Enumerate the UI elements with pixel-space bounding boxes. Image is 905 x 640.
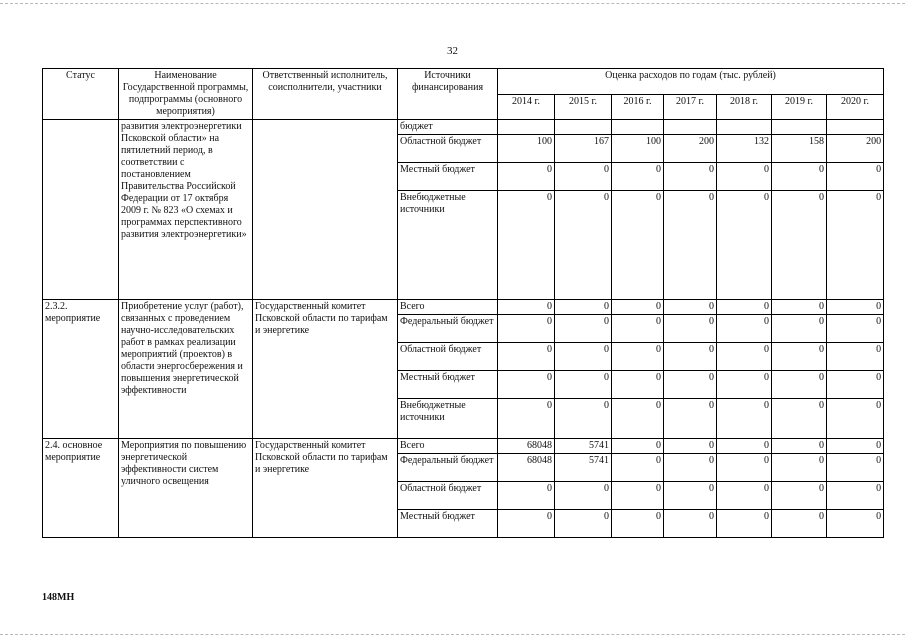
value-cell: 0 bbox=[612, 439, 664, 454]
value-cell: 0 bbox=[498, 191, 555, 300]
value-cell: 0 bbox=[612, 482, 664, 510]
value-cell: 100 bbox=[612, 135, 664, 163]
value-cell: 0 bbox=[717, 399, 772, 439]
status-cell bbox=[43, 120, 119, 300]
value-cell: 0 bbox=[827, 315, 884, 343]
value-cell: 0 bbox=[498, 300, 555, 315]
value-cell: 200 bbox=[664, 135, 717, 163]
source-cell: Областной бюджет bbox=[398, 135, 498, 163]
value-cell: 0 bbox=[555, 300, 612, 315]
value-cell: 0 bbox=[555, 510, 612, 538]
executor-cell: Государственный комитет Псковской области по тарифам и энергетике bbox=[253, 439, 398, 538]
value-cell: 158 bbox=[772, 135, 827, 163]
value-cell: 0 bbox=[717, 510, 772, 538]
value-cell: 0 bbox=[827, 343, 884, 371]
year-header: 2014 г. bbox=[498, 94, 555, 120]
year-header: 2020 г. bbox=[827, 94, 884, 120]
year-header: 2015 г. bbox=[555, 94, 612, 120]
source-cell: Внебюджетные источники bbox=[398, 399, 498, 439]
value-cell: 0 bbox=[555, 163, 612, 191]
source-cell: Федеральный бюджет bbox=[398, 454, 498, 482]
value-cell: 0 bbox=[555, 371, 612, 399]
value-cell: 0 bbox=[664, 371, 717, 399]
value-cell: 0 bbox=[717, 163, 772, 191]
source-cell: Областной бюджет bbox=[398, 482, 498, 510]
value-cell bbox=[498, 120, 555, 135]
status-cell: 2.3.2. мероприятие bbox=[43, 300, 119, 439]
value-cell: 0 bbox=[772, 343, 827, 371]
value-cell: 0 bbox=[827, 300, 884, 315]
value-cell: 0 bbox=[717, 343, 772, 371]
value-cell: 0 bbox=[664, 315, 717, 343]
executor-cell: Государственный комитет Псковской области по тарифам и энергетике bbox=[253, 300, 398, 439]
value-cell: 0 bbox=[612, 163, 664, 191]
program-name-cell: Мероприятия по повышению энергетической эффективности систем уличного освещения bbox=[119, 439, 253, 538]
value-cell: 100 bbox=[498, 135, 555, 163]
value-cell: 0 bbox=[827, 371, 884, 399]
program-name-cell: Приобретение услуг (работ), связанных с проведением научно-исследовательских работ в рамках реализации мероприятий (проектов) в области энергосбережения и повышения энергетической эффективности bbox=[119, 300, 253, 439]
value-cell: 0 bbox=[612, 399, 664, 439]
value-cell: 0 bbox=[612, 510, 664, 538]
value-cell: 0 bbox=[772, 482, 827, 510]
executor-cell bbox=[253, 120, 398, 300]
column-header-status: Статус bbox=[43, 69, 119, 120]
value-cell: 0 bbox=[827, 399, 884, 439]
value-cell: 0 bbox=[612, 315, 664, 343]
table-row bbox=[43, 300, 884, 315]
table-body bbox=[43, 120, 884, 538]
column-header-executor: Ответственный исполнитель, соисполнители, участники bbox=[253, 69, 398, 120]
source-cell: Внебюджетные источники bbox=[398, 191, 498, 300]
value-cell: 0 bbox=[827, 191, 884, 300]
value-cell bbox=[664, 120, 717, 135]
value-cell: 0 bbox=[498, 163, 555, 191]
value-cell: 0 bbox=[664, 454, 717, 482]
value-cell: 0 bbox=[498, 399, 555, 439]
value-cell: 0 bbox=[612, 300, 664, 315]
value-cell: 0 bbox=[717, 315, 772, 343]
value-cell: 0 bbox=[498, 482, 555, 510]
table-row bbox=[43, 439, 884, 454]
value-cell: 0 bbox=[664, 300, 717, 315]
value-cell: 0 bbox=[717, 191, 772, 300]
value-cell: 0 bbox=[664, 439, 717, 454]
value-cell: 0 bbox=[498, 315, 555, 343]
value-cell: 0 bbox=[555, 315, 612, 343]
value-cell: 0 bbox=[772, 191, 827, 300]
value-cell: 0 bbox=[612, 191, 664, 300]
table-header-row bbox=[43, 69, 884, 95]
year-header: 2018 г. bbox=[717, 94, 772, 120]
program-name-cell: развития электроэнергетики Псковской области» на пятилетний период, в соответствии с постановлением Правительства Российской Федерации от 17 октября 2009 г. № 823 «О схемах и программах перспективного развития электроэнергетики» bbox=[119, 120, 253, 300]
value-cell: 0 bbox=[827, 510, 884, 538]
value-cell: 0 bbox=[772, 371, 827, 399]
value-cell: 0 bbox=[664, 482, 717, 510]
value-cell: 0 bbox=[772, 399, 827, 439]
value-cell: 0 bbox=[664, 191, 717, 300]
value-cell: 5741 bbox=[555, 454, 612, 482]
value-cell: 0 bbox=[827, 439, 884, 454]
value-cell: 132 bbox=[717, 135, 772, 163]
status-cell: 2.4. основное мероприятие bbox=[43, 439, 119, 538]
source-cell: Областной бюджет bbox=[398, 343, 498, 371]
year-header: 2017 г. bbox=[664, 94, 717, 120]
scan-edge-bottom bbox=[0, 634, 905, 635]
value-cell: 200 bbox=[827, 135, 884, 163]
year-header: 2016 г. bbox=[612, 94, 664, 120]
value-cell: 0 bbox=[717, 454, 772, 482]
value-cell: 0 bbox=[612, 343, 664, 371]
value-cell: 0 bbox=[498, 371, 555, 399]
value-cell: 0 bbox=[555, 343, 612, 371]
source-cell: Федеральный бюджет bbox=[398, 315, 498, 343]
value-cell: 0 bbox=[498, 343, 555, 371]
value-cell: 0 bbox=[827, 482, 884, 510]
table-row bbox=[43, 120, 884, 135]
budget-table bbox=[42, 68, 884, 538]
value-cell: 0 bbox=[827, 163, 884, 191]
value-cell: 0 bbox=[827, 454, 884, 482]
value-cell: 0 bbox=[498, 510, 555, 538]
value-cell bbox=[555, 120, 612, 135]
value-cell bbox=[612, 120, 664, 135]
value-cell: 0 bbox=[664, 399, 717, 439]
value-cell: 0 bbox=[772, 454, 827, 482]
footer-code: 148МН bbox=[42, 592, 75, 603]
source-cell: Местный бюджет bbox=[398, 510, 498, 538]
value-cell: 0 bbox=[717, 371, 772, 399]
source-cell: Всего bbox=[398, 439, 498, 454]
value-cell: 0 bbox=[612, 371, 664, 399]
value-cell: 0 bbox=[772, 510, 827, 538]
source-cell: Местный бюджет bbox=[398, 371, 498, 399]
value-cell: 0 bbox=[772, 439, 827, 454]
value-cell: 0 bbox=[772, 300, 827, 315]
value-cell: 0 bbox=[717, 439, 772, 454]
scan-edge-top bbox=[0, 3, 905, 4]
value-cell: 0 bbox=[772, 163, 827, 191]
column-header-program-name: Наименование Государственной программы, подпрограммы (основного мероприятия) bbox=[119, 69, 253, 120]
value-cell: 0 bbox=[717, 482, 772, 510]
value-cell: 0 bbox=[612, 454, 664, 482]
value-cell: 0 bbox=[664, 343, 717, 371]
source-cell: Местный бюджет bbox=[398, 163, 498, 191]
value-cell: 68048 bbox=[498, 454, 555, 482]
value-cell: 0 bbox=[772, 315, 827, 343]
value-cell: 5741 bbox=[555, 439, 612, 454]
value-cell: 0 bbox=[555, 482, 612, 510]
value-cell: 0 bbox=[664, 163, 717, 191]
year-header: 2019 г. bbox=[772, 94, 827, 120]
value-cell: 0 bbox=[555, 191, 612, 300]
column-header-costs: Оценка расходов по годам (тыс. рублей) bbox=[498, 69, 884, 95]
page-number: 32 bbox=[447, 45, 458, 57]
value-cell: 167 bbox=[555, 135, 612, 163]
value-cell: 0 bbox=[664, 510, 717, 538]
source-cell: бюджет bbox=[398, 120, 498, 135]
value-cell bbox=[827, 120, 884, 135]
value-cell: 0 bbox=[555, 399, 612, 439]
value-cell bbox=[717, 120, 772, 135]
source-cell: Всего bbox=[398, 300, 498, 315]
value-cell: 68048 bbox=[498, 439, 555, 454]
value-cell: 0 bbox=[717, 300, 772, 315]
column-header-source: Источники финансирования bbox=[398, 69, 498, 120]
value-cell bbox=[772, 120, 827, 135]
